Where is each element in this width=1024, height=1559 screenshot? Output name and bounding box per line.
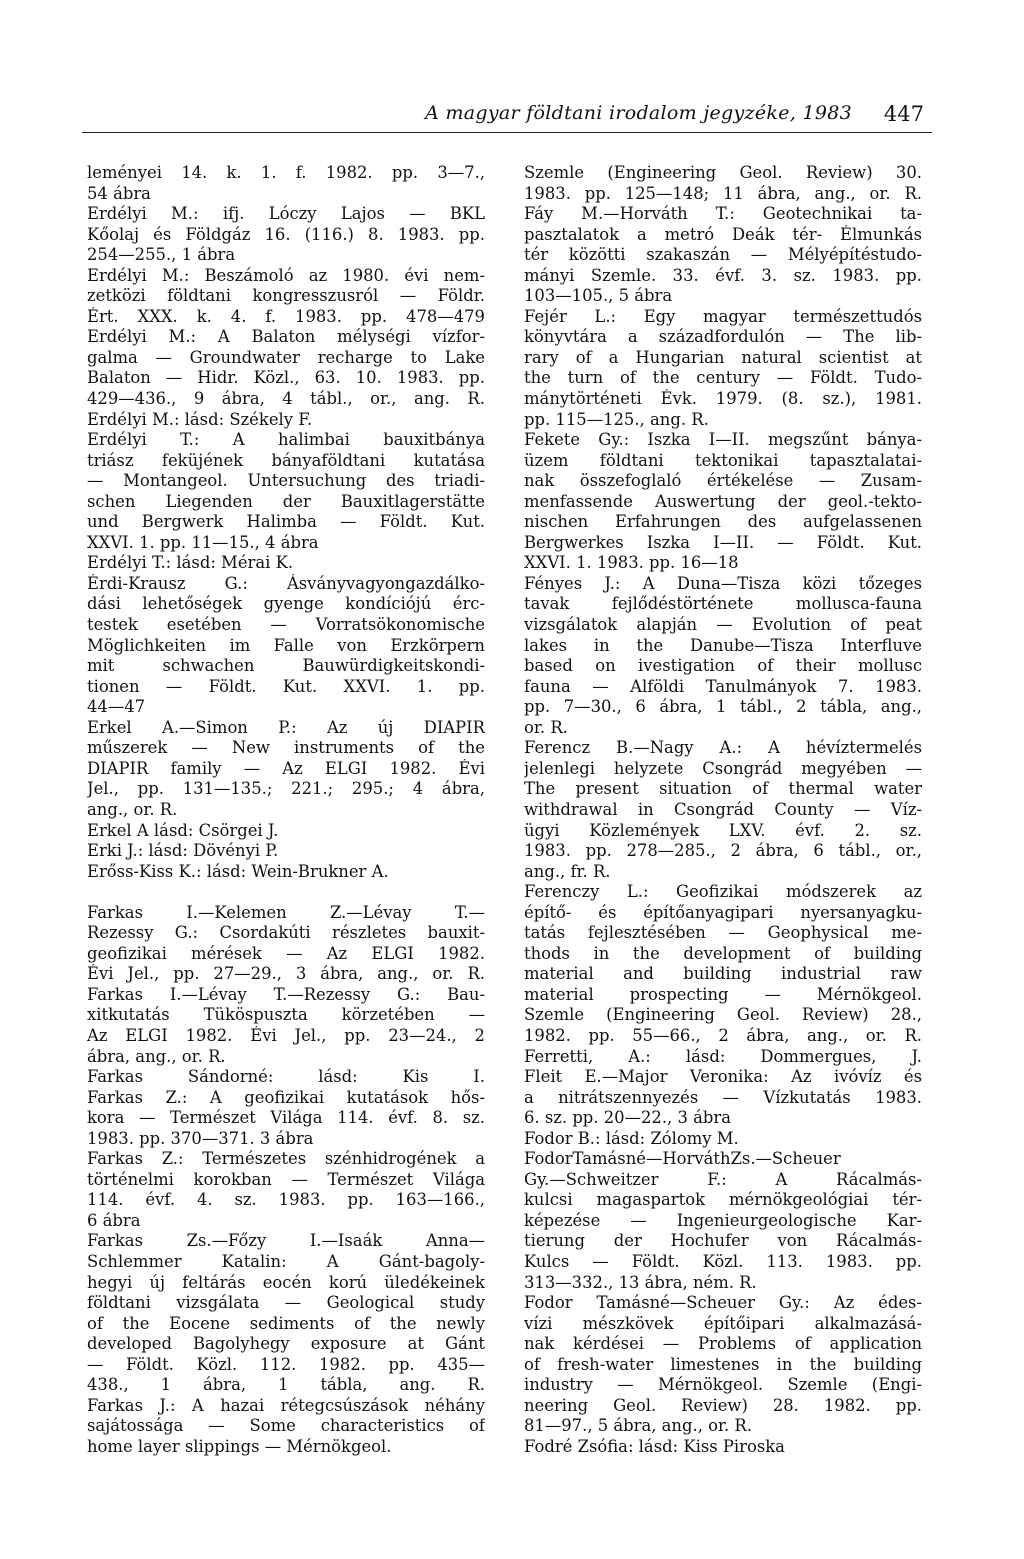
bibliography-line: of fresh-water limestenes in the building xyxy=(524,1354,922,1374)
bibliography-line: xitkutatás Tüköspuszta körzetében — xyxy=(87,1005,485,1025)
bibliography-line: vizsgálatok alapján — Evolution of peat xyxy=(524,615,922,635)
bibliography-line: ang., or. R. xyxy=(87,799,178,819)
bibliography-line: ang., fr. R. xyxy=(524,861,611,881)
left-column xyxy=(87,163,485,1457)
entry-spacer xyxy=(87,882,485,903)
bibliography-line: dási lehetőségek gyenge kondíciójú érc- xyxy=(87,594,485,614)
bibliography-line: pp. 7—30., 6 ábra, 1 tábl., 2 tábla, ang., xyxy=(524,697,922,717)
bibliography-line: zetközi földtani kongresszusról — Földr. xyxy=(87,286,485,306)
bibliography-line: Fejér L.: Egy magyar természettudós xyxy=(524,306,922,326)
bibliography-line: based on ivestigation of their mollusc xyxy=(524,656,922,676)
bibliography-line: triász feküjének bányaföldtani kutatása xyxy=(87,450,485,470)
bibliography-line: Erdélyi M.: ifj. Lóczy Lajos — BKL xyxy=(87,204,485,224)
bibliography-line: Farkas I.—Lévay T.—Rezessy G.: Bau- xyxy=(87,984,485,1004)
bibliography-line: 81—97., 5 ábra, ang., or. R. xyxy=(524,1416,752,1436)
bibliography-line: üzem földtani tektonikai tapasztalatai- xyxy=(524,450,922,470)
bibliography-line: Farkas J.: A hazai rétegcsúszások néhány xyxy=(87,1395,485,1415)
bibliography-line: műszerek — New instruments of the xyxy=(87,738,485,758)
bibliography-line: Kőolaj és Földgáz 16. (116.) 8. 1983. pp. xyxy=(87,224,485,244)
bibliography-line: 6. sz. pp. 20—22., 3 ábra xyxy=(524,1108,731,1128)
bibliography-line: kora — Természet Világa 114. évf. 8. sz. xyxy=(87,1108,485,1128)
bibliography-line: jelenlegi helyzete Csongrád megyében — xyxy=(524,758,922,778)
bibliography-line: withdrawal in Csongrád County — Víz- xyxy=(524,799,922,819)
bibliography-line: Erőss-Kiss K.: lásd: Wein-Brukner A. xyxy=(87,861,389,881)
bibliography-line: Erdélyi M.: A Balaton mélységi vízfor- xyxy=(87,327,485,347)
bibliography-line: Erdélyi M.: lásd: Székely F. xyxy=(87,409,313,429)
bibliography-line: Erdélyi M.: Beszámoló az 1980. évi nem- xyxy=(87,265,485,285)
bibliography-line: Ért. XXX. k. 4. f. 1983. pp. 478—479 xyxy=(87,306,485,326)
bibliography-line: Fodor Tamásné—Scheuer Gy.: Az édes- xyxy=(524,1293,922,1313)
bibliography-line: 54 ábra xyxy=(87,183,151,203)
bibliography-line: Gy.—Schweitzer F.: A Rácalmás- xyxy=(524,1169,922,1189)
bibliography-line: Fodor B.: lásd: Zólomy M. xyxy=(524,1128,739,1148)
bibliography-line: Farkas Z.: A geofizikai kutatások hős- xyxy=(87,1087,485,1107)
bibliography-line: or. R. xyxy=(524,717,568,737)
bibliography-line: Erki J.: lásd: Dövényi P. xyxy=(87,841,279,861)
bibliography-line: 6 ábra xyxy=(87,1210,141,1230)
bibliography-line: fauna — Alföldi Tanulmányok 7. 1983. xyxy=(524,676,922,696)
bibliography-line: neering Geol. Review) 28. 1982. pp. xyxy=(524,1395,922,1415)
page-header xyxy=(82,96,932,136)
bibliography-line: und Bergwerk Halimba — Földt. Kut. xyxy=(87,512,485,532)
bibliography-line: material and building industrial raw xyxy=(524,964,922,984)
bibliography-line: mányi Szemle. 33. évf. 3. sz. 1983. pp. xyxy=(524,265,922,285)
bibliography-line: 1982. pp. 55—66., 2 ábra, ang., or. R. xyxy=(524,1025,922,1045)
bibliography-line: Erkel A.—Simon P.: Az új DIAPIR xyxy=(87,717,485,737)
bibliography-line: Farkas I.—Kelemen Z.—Lévay T.— xyxy=(87,902,485,922)
bibliography-line: 103—105., 5 ábra xyxy=(524,286,673,306)
bibliography-line: Érdi-Krausz G.: Ásványvagyongazdálko- xyxy=(87,573,485,593)
bibliography-line: 254—255., 1 ábra xyxy=(87,245,236,265)
bibliography-line: lakes in the Danube—Tisza Interfluve xyxy=(524,635,922,655)
bibliography-line: nischen Erfahrungen des aufgelassenen xyxy=(524,512,922,532)
bibliography-line: nak összefoglaló értékelése — Zusam- xyxy=(524,471,922,491)
bibliography-line: Schlemmer Katalin: A Gánt-bagoly- xyxy=(87,1251,485,1271)
bibliography-line: Farkas Zs.—Főzy I.—Isaák Anna— xyxy=(87,1231,485,1251)
bibliography-line: Fekete Gy.: Iszka I—II. megszűnt bánya- xyxy=(524,430,922,450)
bibliography-line: Farkas Sándorné: lásd: Kis I. xyxy=(87,1067,485,1087)
bibliography-line: geofizikai mérések — Az ELGI 1982. xyxy=(87,943,485,963)
bibliography-line: Erdélyi T.: lásd: Mérai K. xyxy=(87,553,294,573)
bibliography-line: galma — Groundwater recharge to Lake xyxy=(87,347,485,367)
bibliography-line: of the Eocene sediments of the newly xyxy=(87,1313,485,1333)
bibliography-line: Bergwerkes Iszka I—II. — Földt. Kut. xyxy=(524,532,922,552)
bibliography-line: 1983. pp. 278—285., 2 ábra, 6 tábl., or., xyxy=(524,841,922,861)
bibliography-line: Szemle (Engineering Geol. Review) 30. xyxy=(524,163,922,182)
bibliography-line: 429—436., 9 ábra, 4 tábl., or., ang. R. xyxy=(87,389,485,409)
bibliography-line: pasztalatok a metró Deák tér- Élmunkás xyxy=(524,224,922,244)
bibliography-line: tatás fejlesztésében — Geophysical me- xyxy=(524,923,922,943)
bibliography-line: industry — Mérnökgeol. Szemle (Engi- xyxy=(524,1375,922,1395)
bibliography-line: földtani vizsgálata — Geological study xyxy=(87,1293,485,1313)
bibliography-line: 44—47 xyxy=(87,697,146,717)
bibliography-line: Rezessy G.: Csordakúti részletes bauxit- xyxy=(87,923,485,943)
bibliography-line: — Montangeol. Untersuchung des triadi- xyxy=(87,471,485,491)
bibliography-line: Möglichkeiten im Falle von Erzkörpern xyxy=(87,635,485,655)
bibliography-line: a nitrátszennyezés — Vízkutatás 1983. xyxy=(524,1087,922,1107)
bibliography-line: material prospecting — Mérnökgeol. xyxy=(524,984,922,1004)
bibliography-line: ügyi Közlemények LXV. évf. 2. sz. xyxy=(524,820,922,840)
bibliography-line: testek esetében — Vorratsökonomische xyxy=(87,615,485,635)
bibliography-line: XXVI. 1. 1983. pp. 16—18 xyxy=(524,553,739,573)
bibliography-line: 1983. pp. 370—371. 3 ábra xyxy=(87,1128,314,1148)
bibliography-line: tionen — Földt. Kut. XXVI. 1. pp. xyxy=(87,676,485,696)
bibliography-line: — Földt. Közl. 112. 1982. pp. 435— xyxy=(87,1354,485,1374)
bibliography-line: Ferenczy L.: Geofizikai módszerek az xyxy=(524,882,922,902)
bibliography-line: pp. 115—125., ang. R. xyxy=(524,409,709,429)
bibliography-line: Farkas Z.: Természetes szénhidrogének a xyxy=(87,1149,485,1169)
bibliography-line: Ferretti, A.: lásd: Dommergues, J. xyxy=(524,1046,922,1066)
bibliography-line: The present situation of thermal water xyxy=(524,779,922,799)
bibliography-line: Fleit E.—Major Veronika: Az ivóvíz és xyxy=(524,1067,922,1087)
bibliography-line: 438., 1 ábra, 1 tábla, ang. R. xyxy=(87,1375,485,1395)
bibliography-line: történelmi korokban — Természet Világa xyxy=(87,1169,485,1189)
bibliography-line: hegyi új feltárás eocén korú üledékeinek xyxy=(87,1272,485,1292)
bibliography-line: menfassende Auswertung der geol.-tekto- xyxy=(524,491,922,511)
bibliography-line: Fodré Zsófia: lásd: Kiss Piroska xyxy=(524,1436,785,1456)
bibliography-line: 1983. pp. 125—148; 11 ábra, ang., or. R. xyxy=(524,183,922,203)
bibliography-line: Ferencz B.—Nagy A.: A hévíztermelés xyxy=(524,738,922,758)
bibliography-line: Az ELGI 1982. Évi Jel., pp. 23—24., 2 xyxy=(87,1025,485,1045)
bibliography-line: Fáy M.—Horváth T.: Geotechnikai ta- xyxy=(524,204,922,224)
bibliography-line: the turn of the century — Földt. Tudo- xyxy=(524,368,922,388)
bibliography-line: könyvtára a századfordulón — The lib- xyxy=(524,327,922,347)
right-column xyxy=(524,163,922,1457)
bibliography-line: ábra, ang., or. R. xyxy=(87,1046,226,1066)
bibliography-line: kulcsi magaspartok mérnökgeológiai tér- xyxy=(524,1190,922,1210)
bibliography-line: nak kérdései — Problems of application xyxy=(524,1334,922,1354)
bibliography-line: építő- és építőanyagipari nyersanyagku- xyxy=(524,902,922,922)
bibliography-line: sajátossága — Some characteristics of xyxy=(87,1416,485,1436)
bibliography-line: tavak fejlődéstörténete mollusca-fauna xyxy=(524,594,922,614)
bibliography-line: Balaton — Hidr. Közl., 63. 10. 1983. pp. xyxy=(87,368,485,388)
bibliography-line: Fényes J.: A Duna—Tisza közi tőzeges xyxy=(524,573,922,593)
bibliography-line: thods in the development of building xyxy=(524,943,922,963)
bibliography-line: rary of a Hungarian natural scientist at xyxy=(524,347,922,367)
bibliography-line: XXVI. 1. pp. 11—15., 4 ábra xyxy=(87,532,319,552)
bibliography-line: Kulcs — Földt. Közl. 113. 1983. pp. xyxy=(524,1251,922,1271)
bibliography-line: schen Liegenden der Bauxitlagerstätte xyxy=(87,491,485,511)
bibliography-line: Szemle (Engineering Geol. Review) 28., xyxy=(524,1005,922,1025)
bibliography-line: Évi Jel., pp. 27—29., 3 ábra, ang., or. R. xyxy=(87,964,485,984)
bibliography-line: 114. évf. 4. sz. 1983. pp. 163—166., xyxy=(87,1190,485,1210)
bibliography-line: vízi mészkövek építőipari alkalmazásá- xyxy=(524,1313,922,1333)
bibliography-line: Erkel A lásd: Csörgei J. xyxy=(87,820,279,840)
bibliography-line: tér közötti szakaszán — Mélyépítéstudo- xyxy=(524,245,922,265)
bibliography-line: mit schwachen Bauwürdigkeitskondi- xyxy=(87,656,485,676)
bibliography-line: Erdélyi T.: A halimbai bauxitbánya xyxy=(87,430,485,450)
bibliography-line: FodorTamásné—HorváthZs.—Scheuer xyxy=(524,1149,841,1169)
running-head: A magyar földtani irodalom jegyzéke, 1983 xyxy=(425,102,852,124)
bibliography-line: leményei 14. k. 1. f. 1982. pp. 3—7., xyxy=(87,163,485,182)
bibliography-line: Jel., pp. 131—135.; 221.; 295.; 4 ábra, xyxy=(87,779,485,799)
bibliography-line: tierung der Hochufer von Rácalmás- xyxy=(524,1231,922,1251)
bibliography-line: mánytörténeti Évk. 1979. (8. sz.), 1981. xyxy=(524,389,922,409)
header-rule xyxy=(82,132,932,133)
bibliography-line: home layer slippings — Mérnökgeol. xyxy=(87,1436,392,1456)
page-number: 447 xyxy=(883,102,924,126)
bibliography-line: 313—332., 13 ábra, ném. R. xyxy=(524,1272,757,1292)
bibliography-line: developed Bagolyhegy exposure at Gánt xyxy=(87,1334,485,1354)
bibliography-line: képezése — Ingenieurgeologische Kar- xyxy=(524,1210,922,1230)
bibliography-line: DIAPIR family — Az ELGI 1982. Évi xyxy=(87,758,485,778)
